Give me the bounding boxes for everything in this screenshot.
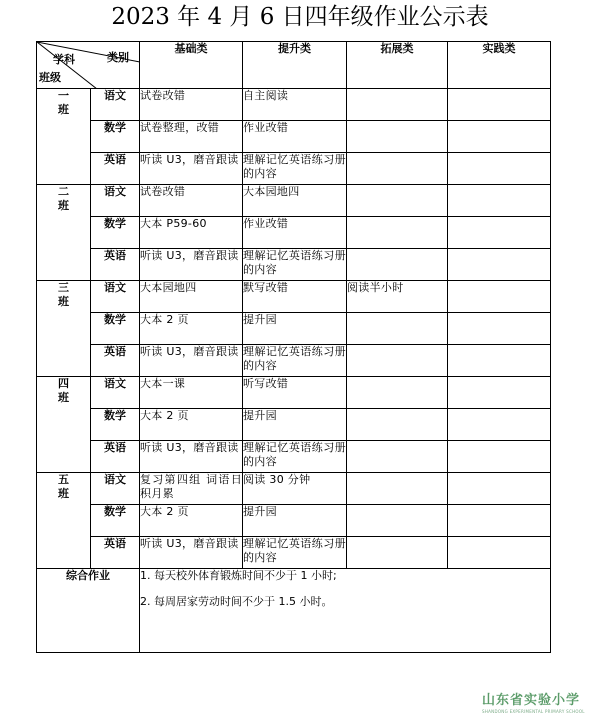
homework-cell [448,313,551,345]
homework-cell [347,537,448,569]
homework-cell: 大本园地四 [140,281,243,313]
homework-cell: 默写改错 [243,281,347,313]
homework-cell [448,153,551,185]
homework-cell: 理解记忆英语练习册的内容 [243,441,347,473]
school-logo [482,689,598,714]
corner-category-label: 类别 [107,51,129,64]
homework-cell: 大本 2 页 [140,313,243,345]
homework-cell: 理解记忆英语练习册的内容 [243,249,347,281]
homework-cell [448,537,551,569]
subject-label: 数学 [91,409,140,441]
homework-cell: 提升园 [243,313,347,345]
subject-label: 英语 [91,537,140,569]
homework-cell [448,89,551,121]
column-header-basic: 基础类 [140,42,243,89]
corner-header-cell [37,42,140,89]
homework-cell: 听读 U3，磨音跟读 [140,441,243,473]
homework-cell: 复习第四组 词语日积月累 [140,473,243,505]
homework-cell [347,185,448,217]
homework-cell: 试卷整理，改错 [140,121,243,153]
homework-cell: 听读 U3，磨音跟读 [140,153,243,185]
homework-cell: 理解记忆英语练习册的内容 [243,345,347,377]
page-title: 2023 年 4 月 6 日四年级作业公示表 [111,4,489,30]
homework-cell: 听读 U3，磨音跟读 [140,537,243,569]
table-row [37,473,551,505]
table-row [37,217,551,249]
homework-cell [347,217,448,249]
homework-cell: 大本园地四 [243,185,347,217]
homework-cell: 阅读 30 分钟 [243,473,347,505]
homework-cell: 作业改错 [243,121,347,153]
homework-cell [347,249,448,281]
homework-cell [347,121,448,153]
homework-cell [448,473,551,505]
comprehensive-row [37,569,551,653]
column-header-practice: 实践类 [448,42,551,89]
subject-label: 语文 [91,89,140,121]
homework-cell [347,153,448,185]
subject-label: 语文 [91,377,140,409]
homework-cell: 提升园 [243,409,347,441]
table-row [37,505,551,537]
homework-cell: 大本 2 页 [140,409,243,441]
table-row [37,377,551,409]
homework-cell [347,89,448,121]
subject-label: 数学 [91,217,140,249]
homework-cell: 自主阅读 [243,89,347,121]
comprehensive-item: 2. 每周居家劳动时间不少于 1.5 小时。 [140,595,333,608]
subject-label: 数学 [91,313,140,345]
homework-cell [448,409,551,441]
table-row [37,153,551,185]
table-row [37,185,551,217]
homework-cell [448,345,551,377]
subject-label: 语文 [91,281,140,313]
homework-cell [347,377,448,409]
homework-cell: 试卷改错 [140,185,243,217]
homework-cell: 听读 U3，磨音跟读 [140,249,243,281]
column-header-extend: 拓展类 [347,42,448,89]
class-label: 五 班 [37,473,91,569]
table-row [37,89,551,121]
class-label: 二 班 [37,185,91,281]
class-label: 四 班 [37,377,91,473]
subject-label: 英语 [91,153,140,185]
homework-cell [448,441,551,473]
homework-cell [448,121,551,153]
table-row [37,441,551,473]
class-label: 三 班 [37,281,91,377]
header-row [37,42,551,89]
subject-label: 英语 [91,345,140,377]
comprehensive-content [140,569,551,653]
column-header-improve: 提升类 [243,42,347,89]
homework-cell: 试卷改错 [140,89,243,121]
subject-label: 数学 [91,121,140,153]
homework-cell: 大本 P59-60 [140,217,243,249]
homework-cell: 理解记忆英语练习册的内容 [243,537,347,569]
school-logo-text: 山东省实验小学 [482,693,581,708]
subject-label: 语文 [91,185,140,217]
homework-cell [347,441,448,473]
homework-cell [347,505,448,537]
corner-class-label: 班级 [39,71,61,84]
school-logo-subtext: SHANDONG EXPERIMENTAL PRIMARY SCHOOL [482,709,585,714]
homework-cell [347,313,448,345]
homework-cell: 提升园 [243,505,347,537]
table-row [37,313,551,345]
subject-label: 数学 [91,505,140,537]
homework-cell: 听读 U3，磨音跟读 [140,345,243,377]
homework-cell [448,377,551,409]
homework-cell [448,185,551,217]
subject-label: 英语 [91,441,140,473]
table-row [37,281,551,313]
table-row [37,345,551,377]
homework-cell: 大本 2 页 [140,505,243,537]
homework-cell: 理解记忆英语练习册的内容 [243,153,347,185]
homework-cell [448,249,551,281]
table-row [37,537,551,569]
homework-table [36,41,551,653]
subject-label: 英语 [91,249,140,281]
homework-cell: 大本一课 [140,377,243,409]
homework-cell [448,217,551,249]
table-row [37,249,551,281]
homework-cell: 听写改错 [243,377,347,409]
homework-cell [347,409,448,441]
homework-cell [448,505,551,537]
table-row [37,409,551,441]
homework-cell: 阅读半小时 [347,281,448,313]
subject-label: 语文 [91,473,140,505]
class-label: 一 班 [37,89,91,185]
corner-subject-label: 学科 [53,53,75,66]
comprehensive-label: 综合作业 [37,569,140,653]
comprehensive-item: 1. 每天校外体育锻炼时间不少于 1 小时; [140,569,337,582]
homework-cell [448,281,551,313]
homework-cell [347,473,448,505]
table-row [37,121,551,153]
homework-cell [347,345,448,377]
homework-cell: 作业改错 [243,217,347,249]
